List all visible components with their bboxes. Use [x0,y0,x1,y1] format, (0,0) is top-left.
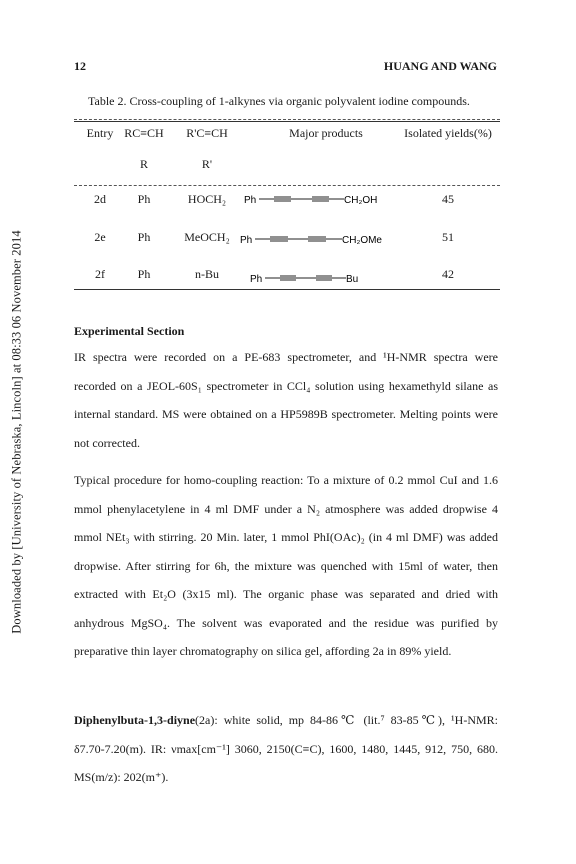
table-row-entry: 2d [94,192,106,206]
paragraph-compound-data [74,706,498,792]
table-top-rule-solid [74,121,500,122]
compound-name: Diphenylbuta-1,3-diyne [74,713,196,727]
product-structure-2f [250,270,390,286]
table-row-rprime: n-Bu [195,267,219,281]
product-structure-2e [240,231,410,247]
table-row-r: Ph [137,267,151,281]
product-right-label: CH₂OH [344,195,378,206]
subheader-r: R [139,157,148,171]
table-row-r: Ph [137,192,151,206]
paragraph-procedure: Typical procedure for homo-coupling reaction: To a mixture of 0.2 mmol CuI and 1.6 mmol phenylacetylene in 4 ml DMF under a N₂ atmosphere was added dropwise 4 mmol NEt₃ with stirring. 20 Min. later, 1 mmol PhI(OAc)₂ (in 4 ml DMF) was added dropwise. After stirring for 6h, the mixture was quenched with 15ml of water, then extracted with Et₂O (3x15 ml). The organic phase was separated and dried with anhydrous MgSO₄. The solvent was evaporated and the residue was purified by preparative thin layer chromatography on silica gel, affording 2a in 89% yield. [74,473,498,658]
product-right-label: CH₂OMe [342,235,382,246]
table-row-rprime: MeOCH₂ [184,230,230,244]
column-header-products: Major products [289,126,363,140]
product-left-label: Ph [250,274,263,285]
product-right-label: Bu [346,274,359,285]
column-header-rc: RC≡CH [124,126,164,140]
table-row-entry: 2e [94,230,106,244]
table-top-rule [74,119,500,120]
running-head: HUANG AND WANG [383,59,497,73]
column-header-entry: Entry [86,126,114,140]
table-row-rprime: HOCH₂ [187,192,227,206]
column-header-yields: Isolated yields(%) [404,126,492,140]
table-row-r: Ph [137,230,151,244]
product-left-label: Ph [240,235,253,246]
compound-label: (2a) [195,713,215,727]
table-caption: Table 2. Cross-coupling of 1-alkynes via organic polyvalent iodine compounds. [88,94,470,108]
download-margin-note [6,182,28,682]
margin-note-text: Downloaded by [University of Nebraska, Lincoln] at 08:33 06 November 2014 [9,230,24,634]
paragraph-instrumentation: IR spectra were recorded on a PE-683 spectrometer, and ¹H-NMR spectra were recorded on a JEOL-60S₁ spectrometer in CCl₄ solution using hexamethyld silane as internal standard. MS were obtained on a HP5989B spectrometer. Melting points were not corrected. [74,350,498,450]
table-bottom-rule [74,289,500,290]
compound-characterization: : white solid, mp 84-86℃ (lit.⁷ 83-85℃), ¹H-NMR: δ7.70-7.20(m). IR: νmax[cm⁻¹] 3060, 2150(C≡C), 1600, 1480, 1445, 912, 750, 680. MS(m/z): 202(m⁺). [74,713,498,784]
table-row-entry: 2f [95,267,105,281]
subheader-rprime: R' [201,157,213,171]
column-header-rprime: R'C≡CH [186,126,228,140]
table-header-rule [74,185,500,186]
table-row-yield: 51 [442,230,454,244]
product-structure-2d [244,191,404,207]
section-heading: Experimental Section [74,324,185,338]
product-left-label: Ph [244,195,257,206]
table-row-yield: 45 [442,192,454,206]
table-row-yield: 42 [442,267,454,281]
page-number: 12 [74,59,86,73]
